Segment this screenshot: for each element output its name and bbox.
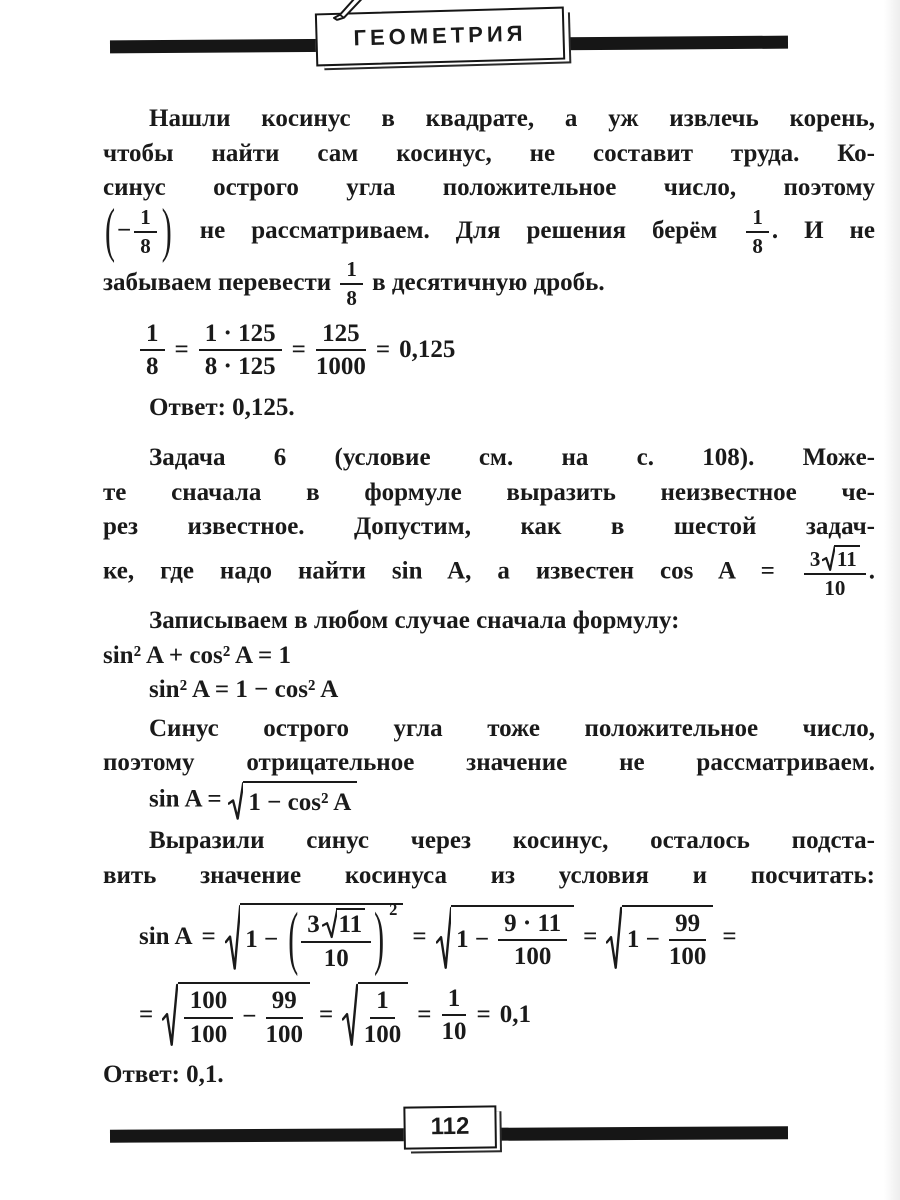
square-root: [436, 905, 574, 971]
text-line: [103, 746, 875, 781]
text-run: забываем перевести: [103, 268, 332, 296]
equals-sign: =: [291, 336, 306, 364]
equals-sign: =: [139, 1000, 154, 1028]
math-fraction: $\frac{1 \cdot 125}{8 \cdot 125}$: [199, 320, 282, 381]
coefficient: 3: [809, 546, 821, 571]
math-fraction: $\frac{1}{100}$: [363, 987, 402, 1048]
equals-sign: =: [319, 1000, 334, 1028]
radicand: 1 − cos² A: [243, 781, 357, 821]
text-line: [103, 859, 875, 894]
text-run: Ответ: 0,1.: [103, 1061, 224, 1089]
text-run: Выразили синус через косинус, осталось подста-: [149, 827, 875, 855]
math-negative-fraction: [103, 197, 174, 264]
math-fraction-cosA: 3 11 10: [804, 545, 866, 600]
equals-sign: =: [722, 923, 737, 951]
square-root: [322, 908, 365, 939]
answer-line: [103, 391, 875, 426]
formula-line: [149, 673, 875, 708]
text-line-with-math: [103, 197, 875, 264]
text-line: [103, 824, 875, 859]
square-root: [342, 982, 408, 1048]
result-value: 0,125: [399, 336, 456, 364]
text-line-with-math: [103, 545, 875, 600]
math-fraction: $\frac{99}{100}$: [668, 909, 707, 971]
display-equation-decimal-conversion: [139, 320, 875, 381]
text-run: те сначала в формуле выразить неизвестное че-: [103, 478, 875, 506]
left-paren: (: [105, 197, 115, 264]
result-value: 0,1: [499, 1000, 531, 1028]
text-run: синус острого угла положительное число, поэтому: [103, 174, 875, 201]
text-run: рез известное. Допустим, как в шестой задач-: [103, 513, 875, 541]
math-run: 1 −: [456, 925, 490, 953]
formula-lhs: sin A: [139, 923, 193, 951]
math-fraction: $\frac{99}{100}$: [265, 987, 303, 1048]
text-run: Нашли косинус в квадрате, а уж извлечь корень,: [149, 105, 875, 132]
equals-sign: =: [476, 1000, 491, 1028]
square-root: [228, 781, 358, 821]
answer-text: [103, 391, 875, 426]
radical-sign: [162, 983, 178, 1048]
page-number: 112: [430, 1112, 470, 1141]
radical-sign: [436, 906, 452, 971]
math-fraction: $\frac{125}{1000}$: [315, 319, 366, 381]
math-fraction: $\frac{1}{8}$: [134, 206, 157, 258]
radicand: 11: [336, 908, 366, 939]
pen-icon: [330, 0, 365, 21]
equals-sign: =: [375, 336, 391, 364]
radicand: [358, 982, 409, 1048]
text-run: не рассматриваем. Для решения берём: [199, 216, 718, 244]
formula-line-with-root: [149, 781, 875, 821]
radical-sign: [342, 983, 358, 1048]
radical-sign: [822, 546, 835, 571]
text-line: [103, 102, 875, 137]
minus-sign: −: [117, 217, 132, 245]
math-fraction: $\frac{1}{8}$: [140, 320, 165, 381]
formula-line: [103, 639, 875, 674]
text-line: [103, 476, 875, 511]
task-heading: Задача 6 (условие см. на с. 108). Може-: [149, 444, 875, 472]
paragraph-substitute: [103, 824, 875, 893]
formula-pythagorean-identity: sin² A + cos² A = 1: [103, 641, 291, 669]
math-fraction: 3 11 10: [301, 908, 371, 972]
math-fraction: $\frac{1}{8}$: [340, 258, 363, 310]
display-equation-sin-computation-2: [139, 982, 875, 1048]
math-fraction: $\frac{1}{10}$: [441, 984, 467, 1046]
formula-sin-squared: sin² A = 1 − cos² A: [149, 676, 339, 704]
squared-parenthesized-fraction: [286, 900, 398, 978]
text-line: [103, 712, 875, 747]
square-root: [225, 900, 404, 978]
display-equation-sin-computation-1: [139, 900, 875, 978]
radical-sign: [606, 906, 622, 971]
right-paren: ): [374, 900, 385, 978]
coefficient: 3: [307, 911, 320, 939]
text-line: [103, 171, 875, 206]
exponent: 2: [389, 900, 398, 920]
text-run: Синус острого угла тоже положительное число,: [149, 714, 875, 742]
radicand: [178, 982, 310, 1048]
equals-sign: =: [201, 923, 216, 951]
text-run: вить значение косинуса из условия и посчитать:: [103, 861, 875, 889]
equals-sign: =: [412, 923, 427, 951]
text-run: Ответ: 0,125.: [149, 393, 295, 421]
equals-sign: =: [174, 336, 189, 364]
math-run: 1 −: [626, 925, 660, 953]
text-run: в десятичную дробь.: [372, 268, 605, 296]
formula-lhs: sin A =: [149, 785, 222, 813]
radical-sign: [228, 782, 244, 821]
answer-line: [103, 1058, 875, 1093]
text-run: Записываем в любом случае сначала формулу:: [149, 607, 680, 635]
page-title: ГЕОМЕТРИЯ: [353, 20, 527, 51]
equals-sign: =: [417, 1000, 432, 1028]
paragraph-sine-positive: [103, 712, 875, 821]
text-line: [103, 137, 875, 172]
square-root: [822, 545, 859, 571]
math-run: 1 −: [245, 925, 279, 953]
text-run: поэтому отрицательное значение не рассматриваем.: [103, 749, 875, 777]
math-fraction: $\frac{100}{100}$: [184, 987, 234, 1048]
text-line: [103, 604, 875, 639]
text-line-with-math: [103, 258, 875, 310]
text-run: . И не: [771, 216, 875, 244]
equals-sign: =: [583, 923, 598, 951]
radical-sign: [322, 909, 338, 939]
paragraph-formula-intro: [103, 604, 875, 708]
text-line: [103, 510, 875, 545]
radicand: [240, 900, 403, 978]
left-paren: (: [288, 900, 299, 978]
header-title-box: [315, 7, 565, 67]
radical-sign: [225, 904, 241, 972]
right-paren: ): [161, 197, 172, 264]
answer-text: [103, 1058, 875, 1093]
text-run: ке, где надо найти sin A, а известен cos A =: [103, 557, 775, 585]
minus-sign: −: [242, 1003, 257, 1031]
text-run: чтобы найти сам косинус, не составит труда. Ко-: [103, 139, 875, 167]
text-line: [103, 441, 875, 476]
text-run: .: [868, 557, 876, 585]
math-fraction: $\frac{9 \cdot 11}{100}$: [498, 910, 567, 971]
math-fraction: $\frac{1}{8}$: [746, 206, 769, 258]
radicand: [451, 905, 574, 971]
radicand: 11: [834, 545, 860, 571]
radicand: [622, 905, 714, 971]
paragraph-cosine-explanation: [103, 102, 875, 310]
page-number-box: [403, 1105, 496, 1149]
paragraph-task-6: [103, 441, 875, 600]
square-root: [162, 982, 310, 1048]
square-root: [606, 905, 713, 971]
page-content: [103, 102, 875, 1097]
